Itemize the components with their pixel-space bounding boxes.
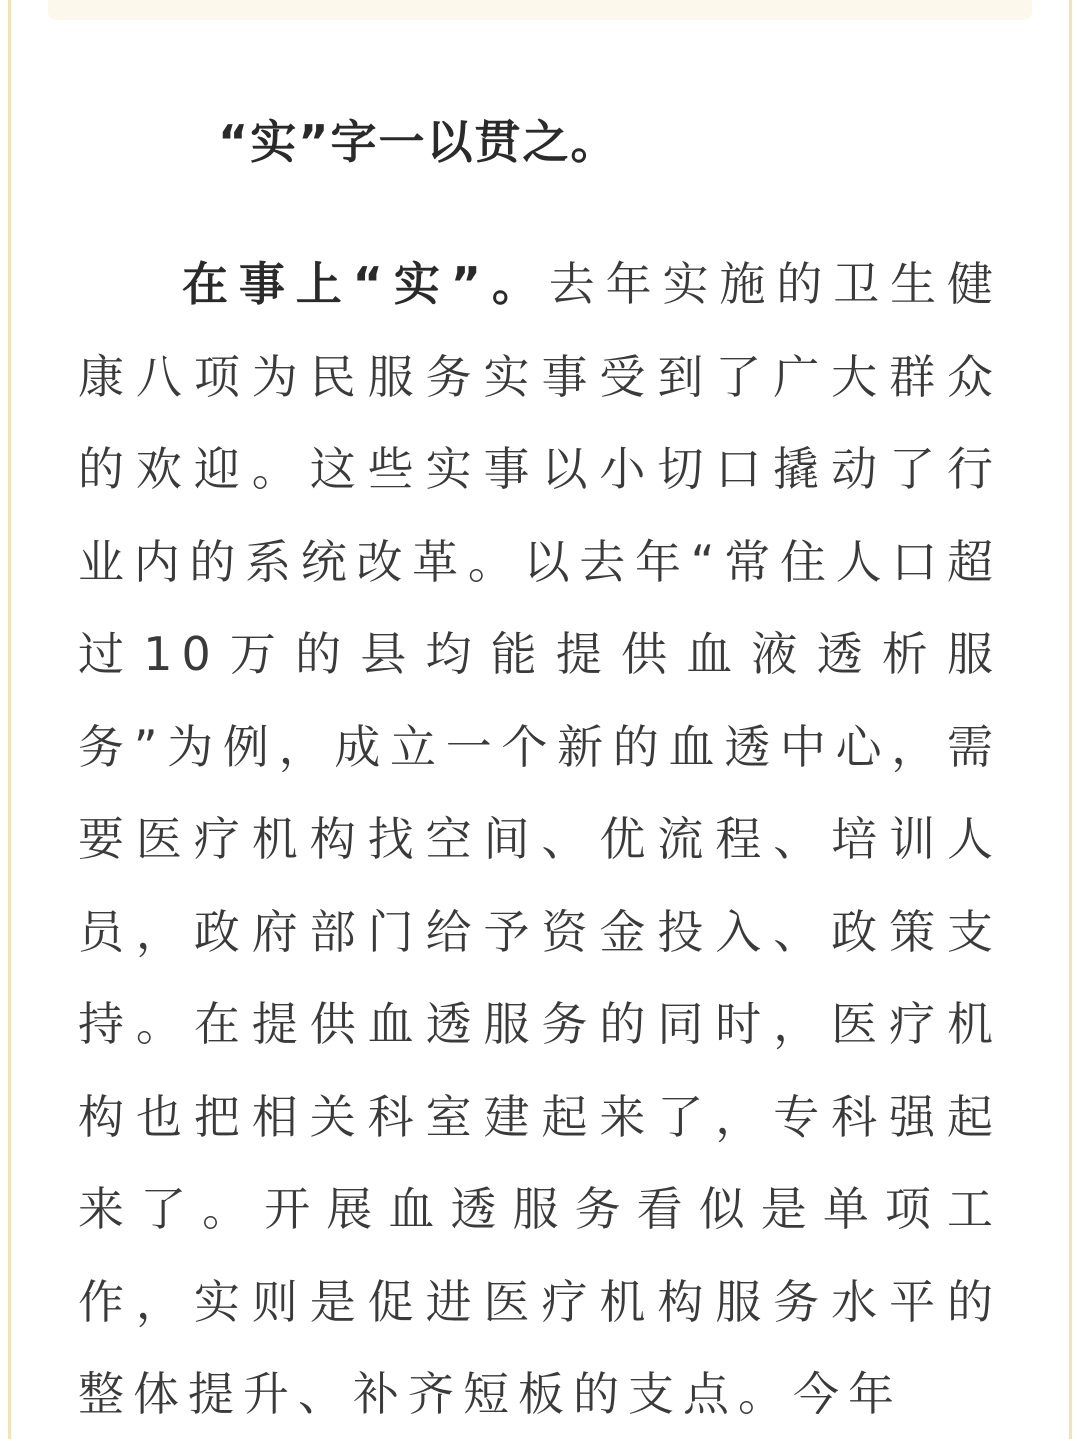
paragraph-text: 去年实施的卫生健康八项为民服务实事受到了广大群众的欢迎。这些实事以小切口撬动了行业内的系统改革。以去年“常住人口超过10万的县均能提供血液透析服务”为例，成立一个新的血透中心，需要医疗机构找空间、优流程、培训人员，政府部门给予资金投入、政策支持。在提供血透服务的同时，医疗机构也把相关科室建起来了，专科强起来了。开展血透服务看似是单项工作，实则是促进医疗机构服务水平的整体提升、补齐短板的支点。今年 [78,257,1003,1421]
left-frame-border [8,0,11,1439]
top-card-edge [48,0,1032,20]
article-paragraph [78,238,1002,1441]
paragraph-lead: 在事上“实”。 [182,257,549,311]
slogan-line: “实”字一以贯之。 [218,115,619,169]
article-body [78,96,1002,1441]
right-frame-border [1069,0,1072,1439]
